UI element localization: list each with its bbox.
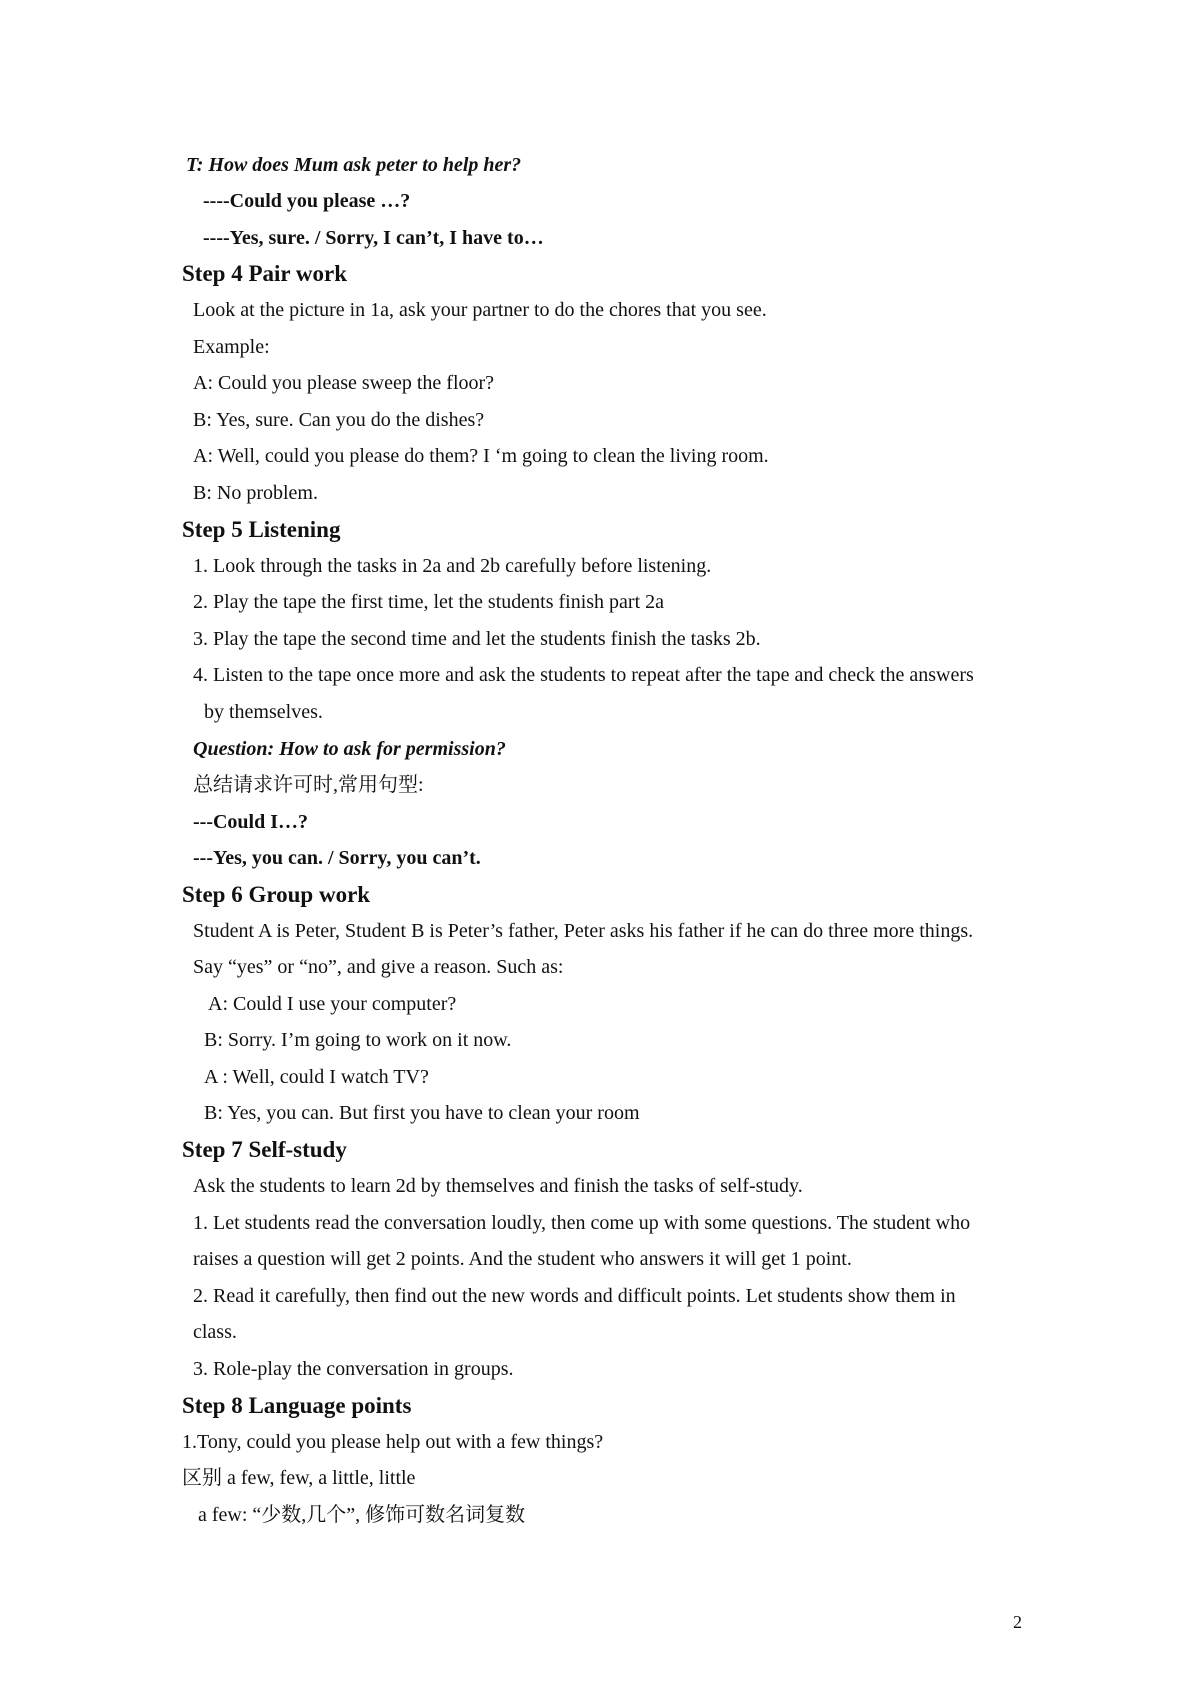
step6-heading: Step 6 Group work	[182, 882, 371, 907]
step5-item: 1. Look through the tasks in 2a and 2b carefully before listening.	[193, 555, 712, 577]
step7-line: Ask the students to learn 2d by themselves and finish the tasks of self-study.	[193, 1175, 803, 1197]
step6-instruction: Student A is Peter, Student B is Peter’s father, Peter asks his father if he can do three more things.	[193, 920, 974, 942]
step4-example-label: Example:	[193, 336, 270, 358]
step6-dialogue-line: B: Sorry. I’m going to work on it now.	[204, 1029, 512, 1051]
step6-dialogue-line: A : Well, could I watch TV?	[204, 1066, 429, 1088]
step5-item: 3. Play the tape the second time and let the students finish the tasks 2b.	[193, 628, 761, 650]
pattern-ask: ---Could I…?	[193, 811, 309, 833]
step4-heading: Step 4 Pair work	[182, 261, 348, 286]
step5-heading: Step 5 Listening	[182, 517, 341, 542]
step8-line: 1.Tony, could you please help out with a few things?	[182, 1431, 604, 1453]
step5-item-continued: by themselves.	[204, 701, 323, 723]
step7-line: 3. Role-play the conversation in groups.	[193, 1358, 514, 1380]
step5-item: 4. Listen to the tape once more and ask the students to repeat after the tape and check the answers	[193, 664, 974, 686]
page-number: 2	[1013, 1612, 1022, 1632]
pattern-answer: ---Yes, you can. / Sorry, you can’t.	[193, 847, 481, 869]
step8-line: a few: “少数,几个”, 修饰可数名词复数	[198, 1504, 526, 1526]
step4-dialogue-line: A: Well, could you please do them? I ‘m going to clean the living room.	[193, 445, 769, 467]
step5-item: 2. Play the tape the first time, let the students finish part 2a	[193, 591, 665, 613]
teacher-question: T: How does Mum ask peter to help her?	[186, 154, 522, 176]
step6-dialogue-line: B: Yes, you can. But first you have to clean your room	[204, 1102, 640, 1124]
example-request: ----Could you please …?	[203, 190, 411, 212]
step7-line: 2. Read it carefully, then find out the new words and difficult points. Let students show them in	[193, 1285, 956, 1307]
step6-dialogue-line: A: Could I use your computer?	[208, 993, 457, 1015]
step8-line: 区别 a few, few, a little, little	[182, 1467, 416, 1489]
step4-instruction: Look at the picture in 1a, ask your partner to do the chores that you see.	[193, 299, 767, 321]
step4-dialogue-line: A: Could you please sweep the floor?	[193, 372, 495, 394]
example-response: ----Yes, sure. / Sorry, I can’t, I have to…	[203, 227, 544, 249]
step7-line: class.	[193, 1321, 237, 1343]
step7-heading: Step 7 Self-study	[182, 1137, 347, 1162]
step6-instruction: Say “yes” or “no”, and give a reason. Such as:	[193, 956, 564, 978]
step4-dialogue-line: B: No problem.	[193, 482, 318, 504]
step8-heading: Step 8 Language points	[182, 1393, 412, 1418]
permission-question: Question: How to ask for permission?	[193, 738, 506, 760]
step7-line: raises a question will get 2 points. And the student who answers it will get 1 point.	[193, 1248, 852, 1270]
step4-dialogue-line: B: Yes, sure. Can you do the dishes?	[193, 409, 485, 431]
step7-line: 1. Let students read the conversation loudly, then come up with some questions. The student who	[193, 1212, 971, 1234]
summary-note: 总结请求许可时,常用句型:	[193, 774, 424, 796]
